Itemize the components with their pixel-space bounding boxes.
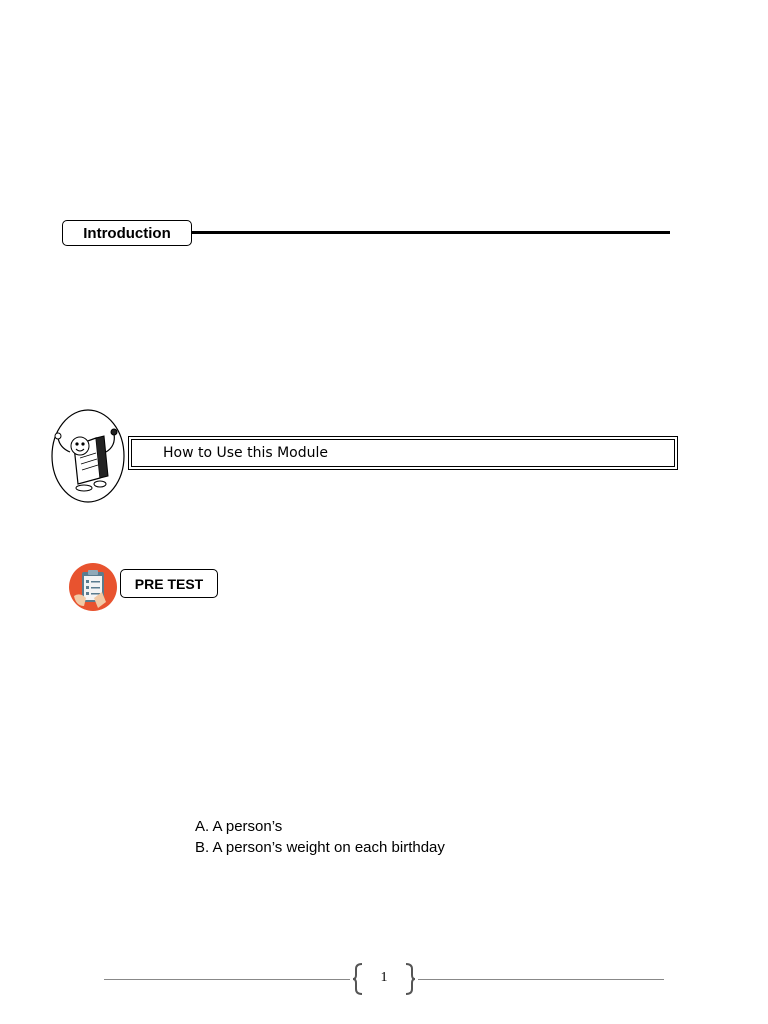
footer-rule-left xyxy=(104,979,350,980)
cartoon-reader-icon xyxy=(50,408,126,504)
introduction-rule xyxy=(192,231,670,234)
introduction-heading-text: Introduction xyxy=(83,224,171,242)
answer-choices xyxy=(195,816,445,858)
module-section-title-text: How to Use this Module xyxy=(163,445,329,461)
choice-a: A. A person’s xyxy=(195,818,283,835)
right-brace-icon xyxy=(404,963,416,995)
module-section-title-inner xyxy=(131,439,675,467)
left-brace-icon xyxy=(352,963,364,995)
clipboard-checklist-icon xyxy=(68,562,118,612)
footer-rule-right xyxy=(418,979,664,980)
pretest-heading xyxy=(120,569,218,598)
choice-b: B. A person’s weight on each birthday xyxy=(195,839,445,856)
introduction-heading xyxy=(62,220,192,246)
pretest-heading-text: PRE TEST xyxy=(134,575,204,592)
module-section-title xyxy=(128,436,678,470)
page-number: 1 xyxy=(380,970,388,985)
